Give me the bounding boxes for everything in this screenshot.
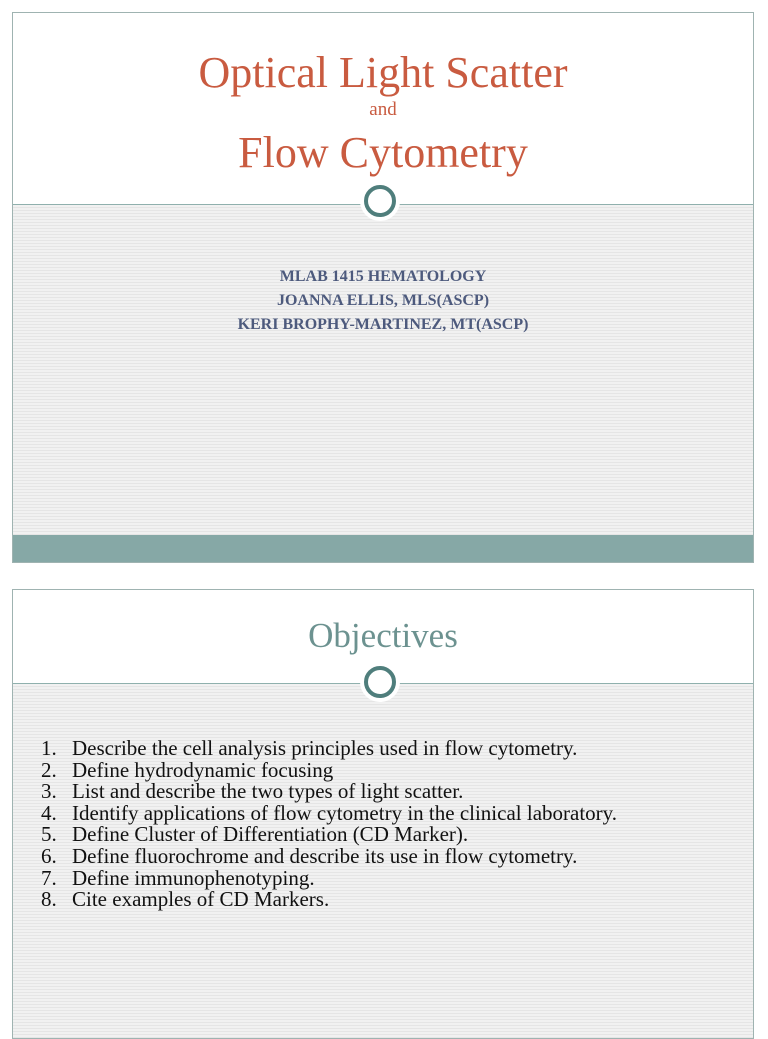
list-number: 6.	[41, 843, 57, 868]
objectives-title: Objectives	[308, 616, 458, 655]
list-item	[41, 843, 617, 868]
author-name: KERI BROPHY-MARTINEZ, MT(ASCP)	[237, 316, 529, 333]
list-number: 8.	[41, 887, 57, 912]
circle-ornament-icon	[364, 185, 396, 217]
list-item	[41, 738, 617, 760]
list-item	[41, 865, 617, 890]
title-slide-body	[13, 205, 753, 535]
circle-ornament-icon	[364, 666, 396, 698]
list-item	[41, 889, 617, 911]
list-number: 4.	[41, 800, 57, 825]
list-text: Define Cluster of Differentiation (CD Marker).	[72, 822, 469, 847]
list-number: 1.	[41, 736, 57, 760]
list-number: 7.	[41, 865, 57, 890]
title-area	[13, 13, 753, 205]
list-text: Define immunophenotyping.	[72, 865, 315, 890]
list-text: List and describe the two types of light scatter.	[72, 779, 464, 804]
author-block	[13, 265, 753, 337]
slide-title-conjunction: and	[369, 99, 397, 120]
objectives-list	[41, 738, 617, 911]
list-item	[41, 800, 618, 825]
footer-bar	[13, 535, 753, 562]
objectives-slide	[12, 589, 754, 1039]
list-number: 2.	[41, 757, 57, 782]
list-text: Identify applications of flow cytometry in the clinical laboratory.	[72, 800, 618, 825]
list-item	[41, 781, 617, 803]
list-number: 3.	[41, 779, 57, 804]
course-name: MLAB 1415 HEMATOLOGY	[279, 268, 487, 285]
list-text: Define hydrodynamic focusing	[72, 757, 334, 782]
list-text: Define fluorochrome and describe its use in flow cytometry.	[72, 843, 578, 868]
author-name: JOANNA ELLIS, MLS(ASCP)	[276, 292, 490, 309]
list-text: Describe the cell analysis principles used in flow cytometry.	[72, 736, 578, 760]
list-item	[41, 757, 617, 782]
title-slide	[12, 12, 754, 563]
slide-title-line1: Optical Light Scatter	[198, 48, 568, 97]
slide-title-line2: Flow Cytometry	[238, 128, 528, 177]
list-number: 5.	[41, 822, 57, 847]
list-item	[41, 824, 617, 846]
list-text: Cite examples of CD Markers.	[72, 887, 330, 912]
